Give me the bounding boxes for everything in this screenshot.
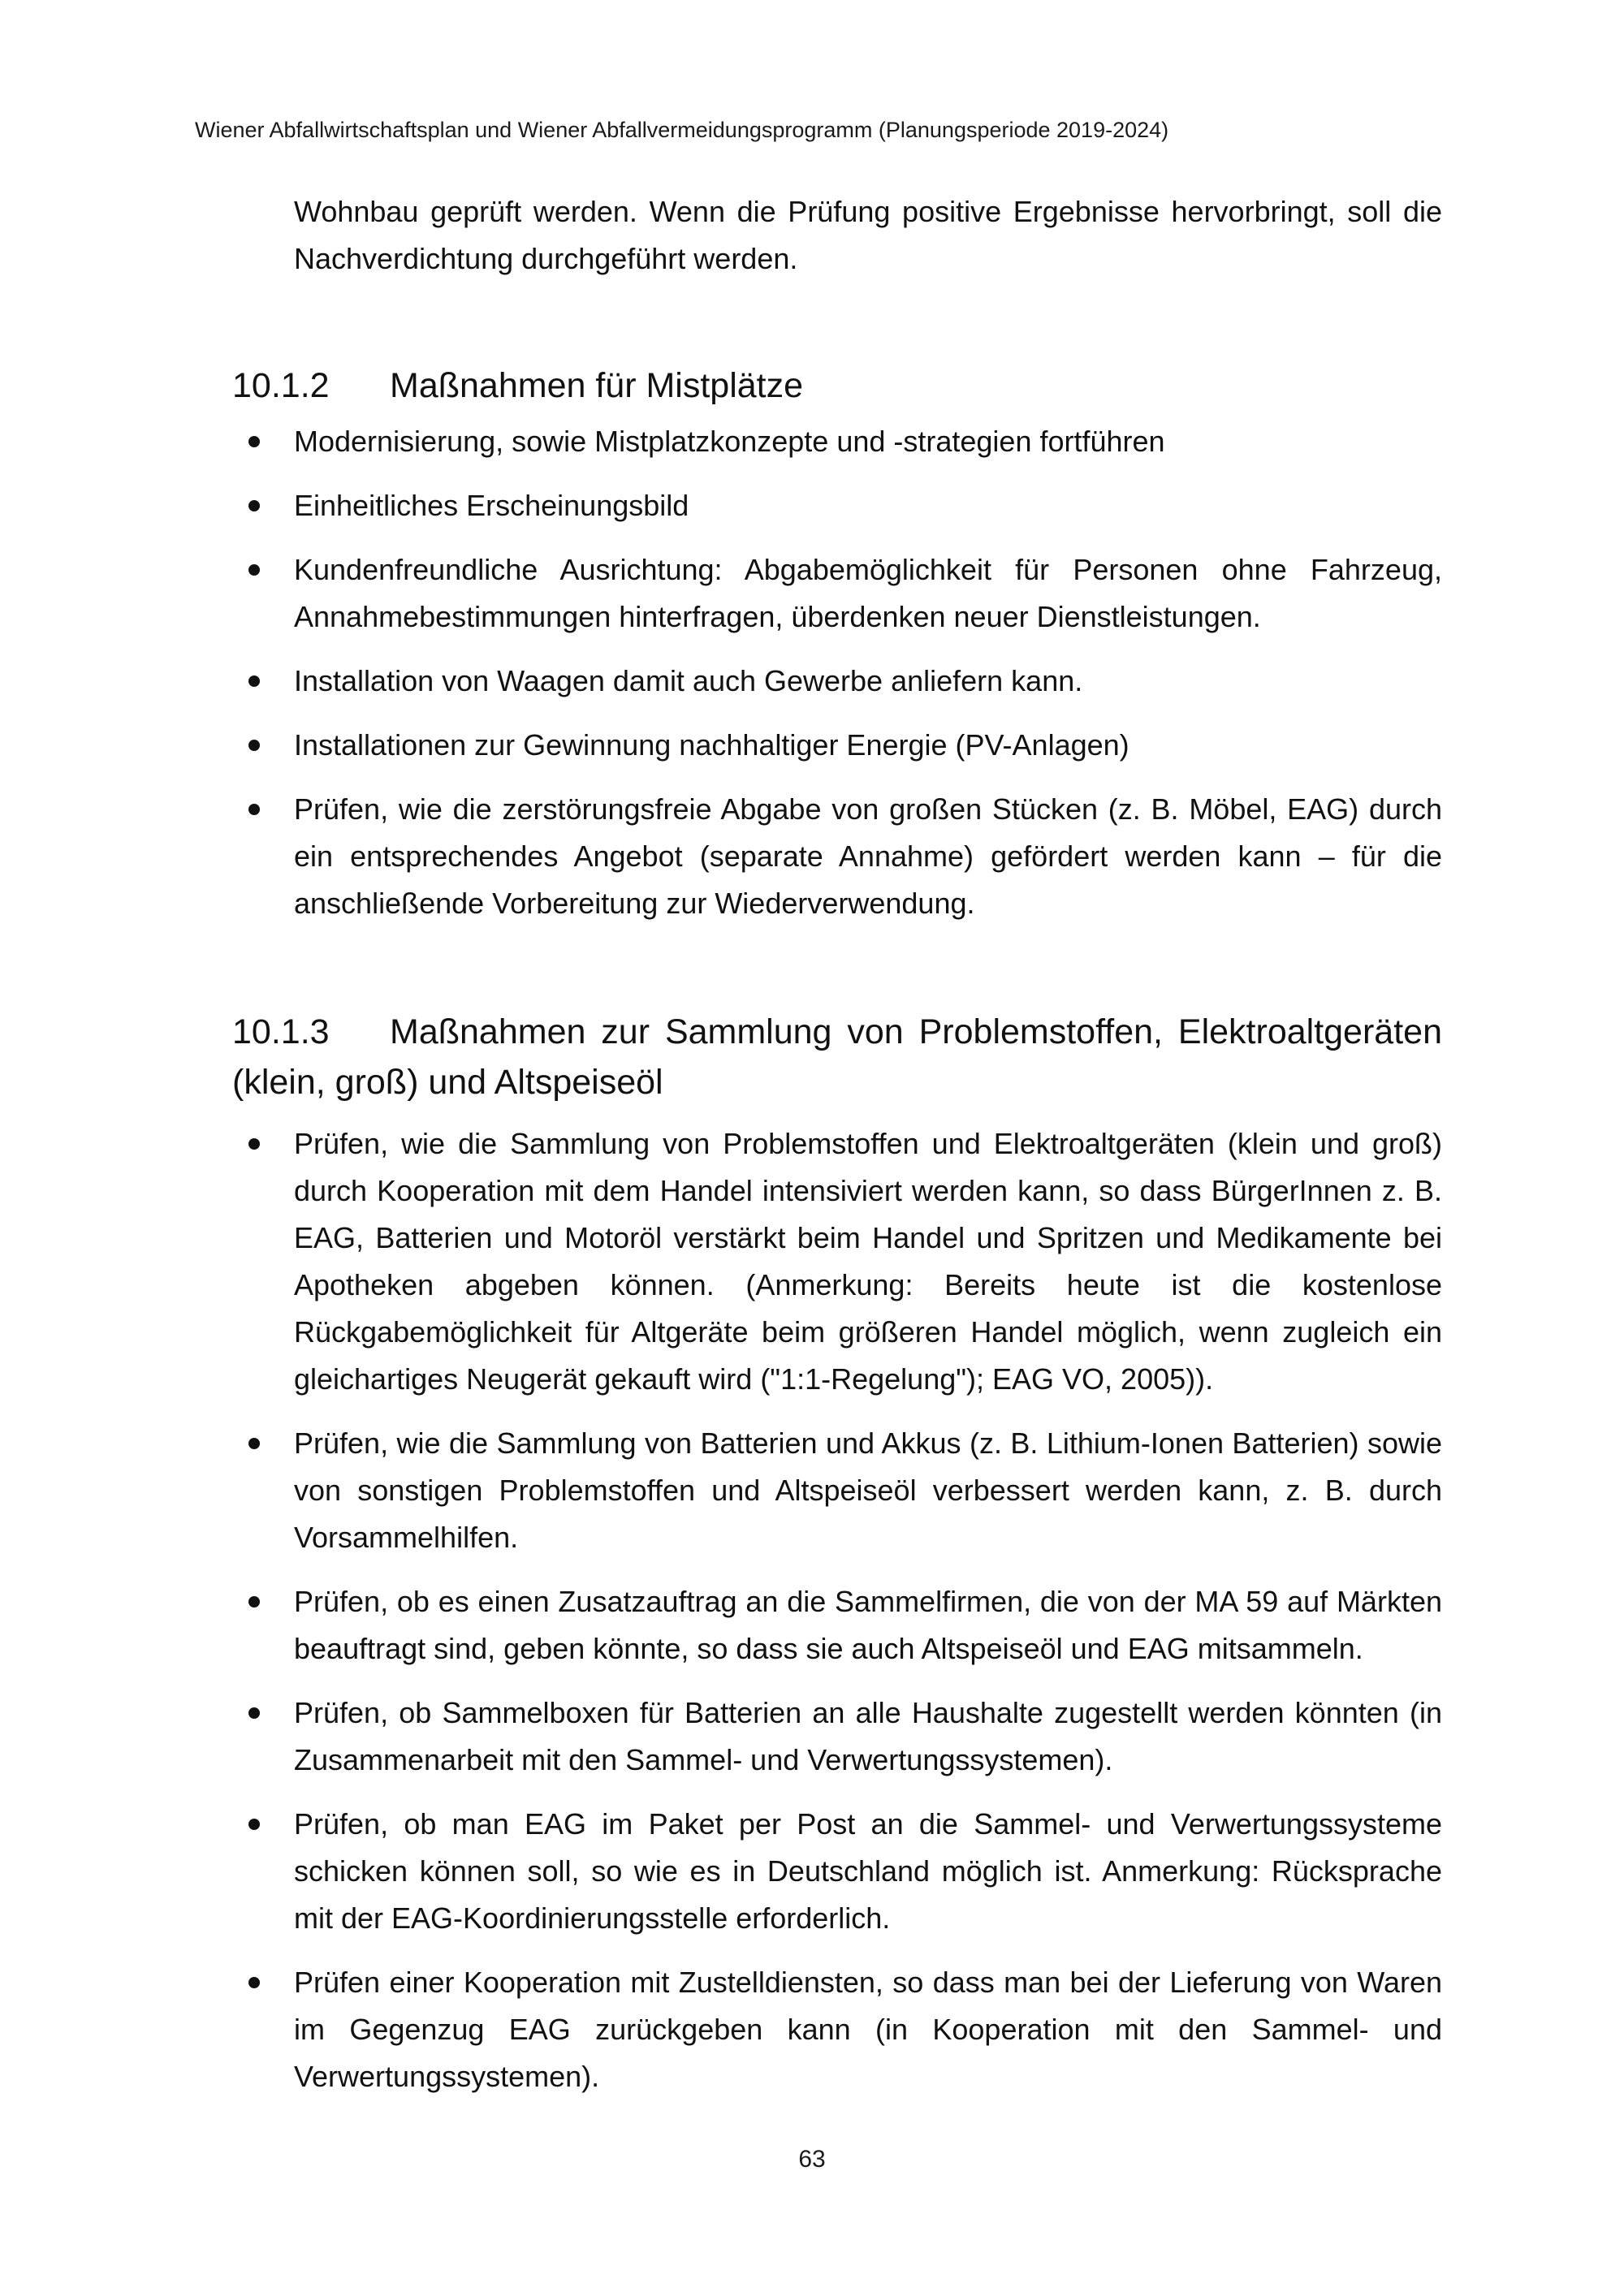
- bullet-icon: [248, 1596, 260, 1608]
- bullet-icon: [248, 1438, 260, 1449]
- bullet-list-problemstoffe: [232, 1120, 1442, 2117]
- bullet-icon: [248, 436, 260, 447]
- list-item: [232, 722, 1442, 769]
- list-item: [232, 546, 1442, 641]
- list-item-text: Prüfen, wie die zerstörungsfreie Abgabe von großen Stücken (z. B. Möbel, EAG) durch ein entsprechendes Angebot (separate Annahme) gefördert werden kann – für die anschließende Vorbereitung zur Wiederverwendung.: [294, 792, 1442, 920]
- bullet-icon: [248, 1819, 260, 1830]
- list-item-text: Installation von Waagen damit auch Gewerbe anliefern kann.: [294, 664, 1083, 697]
- list-item-text: Prüfen einer Kooperation mit Zustelldiensten, so dass man bei der Lieferung von Waren im Gegenzug EAG zurückgeben kann (in Kooperation mit den Sammel- und Verwertungssystemen).: [294, 1966, 1442, 2093]
- bullet-icon: [248, 740, 260, 751]
- bullet-icon: [248, 804, 260, 815]
- list-item: [232, 1959, 1442, 2100]
- list-item: [232, 1801, 1442, 1942]
- section-title: Maßnahmen zur Sammlung von Problemstoffen, Elektroaltgeräten (klein, groß) und Altspeiseöl: [232, 1012, 1442, 1102]
- list-item-text: Prüfen, ob es einen Zusatzauftrag an die Sammelfirmen, die von der MA 59 auf Märkten beauftragt sind, geben könnte, so dass sie auch Altspeiseöl und EAG mitsammeln.: [294, 1585, 1442, 1665]
- list-item-text: Modernisierung, sowie Mistplatzkonzepte und -strategien fortführen: [294, 425, 1165, 458]
- list-item: [232, 1420, 1442, 1561]
- bullet-icon: [248, 675, 260, 687]
- list-item-text: Installationen zur Gewinnung nachhaltiger Energie (PV-Anlagen): [294, 728, 1129, 762]
- list-item-text: Prüfen, wie die Sammlung von Batterien und Akkus (z. B. Lithium-Ionen Batterien) sowie von sonstigen Problemstoffen und Altspeiseöl verbessert werden kann, z. B. durch Vorsammelhilfen.: [294, 1426, 1442, 1554]
- list-item-text: Prüfen, ob man EAG im Paket per Post an die Sammel- und Verwertungssysteme schicken können soll, so wie es in Deutschland möglich ist. Anmerkung: Rücksprache mit der EAG-Koordinierungsstelle erforderlich.: [294, 1807, 1442, 1935]
- list-item: [232, 482, 1442, 529]
- list-item-text: Prüfen, wie die Sammlung von Problemstoffen und Elektroaltgeräten (klein und groß) durch Kooperation mit dem Handel intensiviert werden kann, so dass BürgerInnen z. B. EAG, Batterien und Motoröl verstärkt beim Handel und Spritzen und Medikamente bei Apotheken abgeben können. (Anmerkung: Bereits heute ist die kostenlose Rückgabemöglichkeit für Altgeräte beim größeren Handel möglich, wenn zugleich ein gleichartiges Neugerät gekauft wird ("1:1-Regelung"); EAG VO, 2005)).: [294, 1127, 1442, 1396]
- list-item-text: Einheitliches Erscheinungsbild: [294, 489, 689, 522]
- page-number: 63: [798, 2146, 826, 2173]
- bullet-icon: [248, 564, 260, 576]
- list-item: [232, 1690, 1442, 1784]
- bullet-icon: [248, 1138, 260, 1150]
- list-item: [232, 786, 1442, 927]
- running-header: Wiener Abfallwirtschaftsplan und Wiener Abfallvermeidungsprogramm (Planungsperiode 2019-2024): [195, 118, 1169, 142]
- bullet-icon: [248, 500, 260, 511]
- lead-paragraph: Wohnbau geprüft werden. Wenn die Prüfung positive Ergebnisse hervorbringt, soll die Nachverdichtung durchgeführt werden.: [294, 195, 1442, 275]
- bullet-icon: [248, 1707, 260, 1719]
- list-item: [232, 418, 1442, 465]
- section-title: Maßnahmen für Mistplätze: [390, 365, 804, 405]
- list-item-text: Prüfen, ob Sammelboxen für Batterien an alle Haushalte zugestellt werden könnten (in Zusammenarbeit mit den Sammel- und Verwertungssystemen).: [294, 1696, 1442, 1776]
- list-item: [232, 1120, 1442, 1403]
- section-number: 10.1.3: [232, 1012, 330, 1051]
- list-item-text: Kundenfreundliche Ausrichtung: Abgabemöglichkeit für Personen ohne Fahrzeug, Annahmebestimmungen hinterfragen, überdenken neuer Dienstleistungen.: [294, 553, 1442, 633]
- section-heading-10-1-2: [232, 360, 1442, 411]
- section-number: 10.1.2: [232, 365, 330, 405]
- bullet-icon: [248, 1977, 260, 1988]
- list-item: [232, 658, 1442, 705]
- list-item: [232, 1578, 1442, 1672]
- section-heading-10-1-3: [232, 1007, 1442, 1107]
- bullet-list-mistplaetze: [232, 418, 1442, 944]
